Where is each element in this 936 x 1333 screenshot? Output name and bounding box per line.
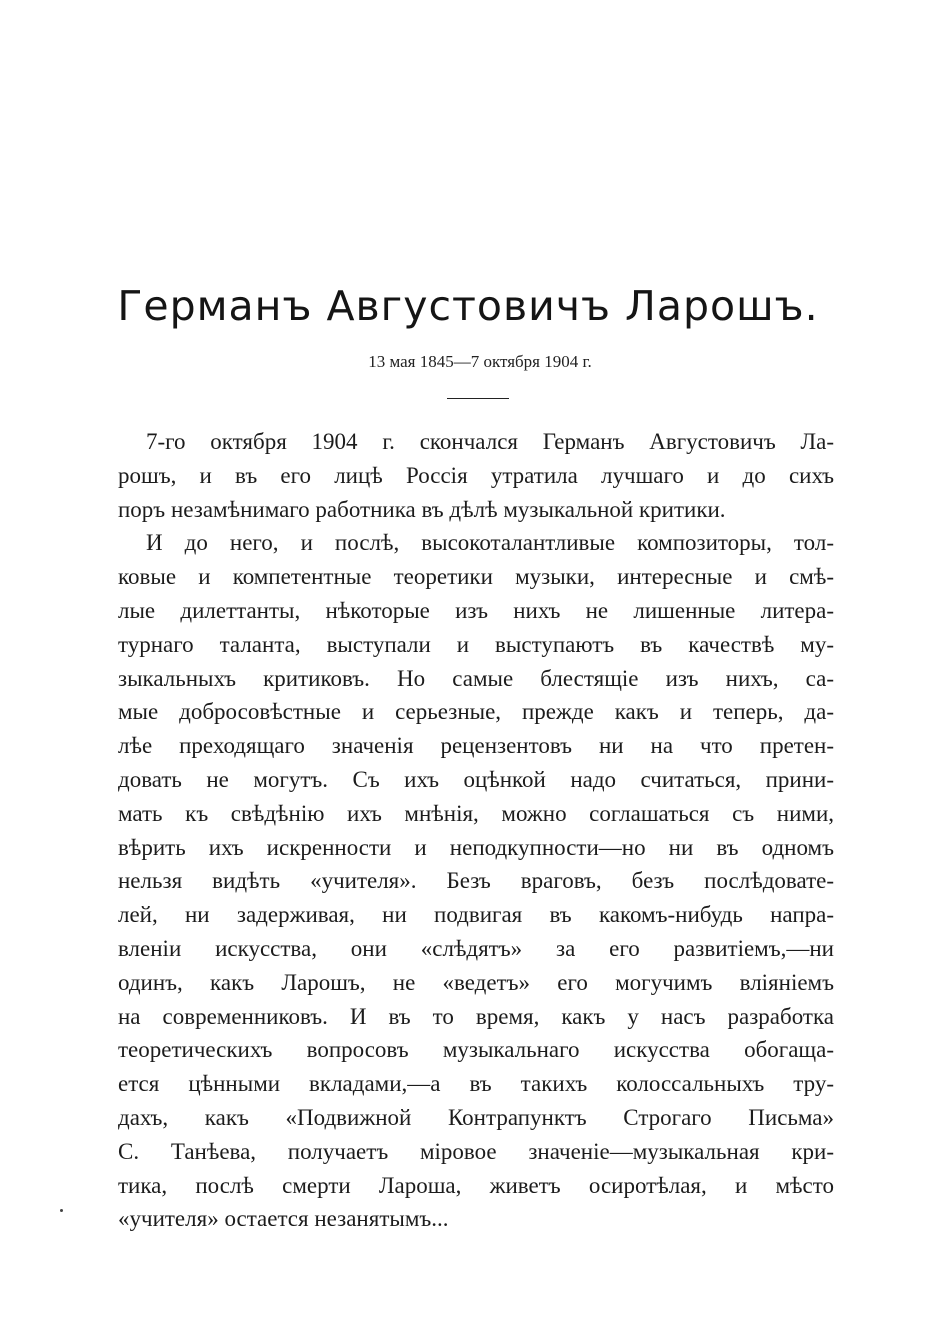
text-line: 7-го октября 1904 г. скончался Германъ Августовичъ Ла- — [146, 429, 834, 454]
text-line: нельзя видѣть «учителя». Безъ враговъ, безъ послѣдовате- — [118, 868, 834, 894]
page-title: Германъ Августовичъ Ларошъ. — [117, 282, 819, 330]
text-line: довать не могутъ. Съ ихъ оцѣнкой надо считаться, прини- — [118, 766, 834, 792]
text-line: зыкальныхъ критиковъ. Но самые блестящіе изъ нихъ, са- — [118, 665, 834, 691]
life-dates: 13 мая 1845—7 октября 1904 г. — [368, 352, 592, 371]
text-line: ется цѣнными вкладами,—а въ такихъ колоссальныхъ тру- — [118, 1071, 834, 1097]
text-line: рошъ, и въ его лицѣ Россія утратила лучшаго и до сихъ — [118, 462, 834, 488]
body-text — [118, 425, 834, 1236]
text-line: лей, ни задерживая, ни подвигая въ какомъ-нибудь напра- — [118, 902, 834, 928]
text-line: на современниковъ. И въ то время, какъ у насъ разработка — [118, 1003, 834, 1029]
text-line: вленіи искусства, они «слѣдятъ» за его развитіемъ,—ни — [118, 935, 834, 961]
text-line: лые дилеттанты, нѣкоторые изъ нихъ не лишенные литера- — [118, 597, 834, 623]
text-line: С. Танѣева, получаетъ міровое значеніе—музыкальная кри- — [118, 1138, 834, 1164]
text-line: одинъ, какъ Ларошъ, не «ведетъ» его могучимъ вліяніемъ — [118, 969, 834, 995]
text-line: И до него, и послѣ, высокоталантливые композиторы, тол- — [146, 530, 834, 556]
text-line: тика, послѣ смерти Лароша, живетъ осиротѣлая, и мѣсто — [118, 1172, 834, 1198]
text-line: мать къ свѣдѣнію ихъ мнѣнія, можно соглашаться съ ними, — [118, 800, 834, 826]
section-divider — [447, 398, 509, 399]
text-line: ковые и компетентные теоретики музыки, интересные и смѣ- — [118, 564, 834, 590]
text-line: теоретическихъ вопросовъ музыкальнаго искусства обогаща- — [118, 1037, 834, 1063]
text-line: турнаго таланта, выступали и выступаютъ въ качествѣ му- — [118, 631, 834, 657]
text-line: лѣе преходящаго значенія рецензентовъ ни на что претен- — [118, 733, 834, 759]
text-line: вѣрить ихъ искренности и неподкупности—но ни въ одномъ — [118, 834, 834, 860]
text-line: «учителя» остается незанятымъ... — [118, 1206, 449, 1232]
text-line: дахъ, какъ «Подвижной Контрапунктъ Строгаго Письма» — [118, 1104, 834, 1130]
text-line: поръ незамѣнимаго работника въ дѣлѣ музыкальной критики. — [118, 496, 726, 522]
text-line: мые добросовѣстные и серьезные, прежде какъ и теперь, да- — [118, 699, 834, 725]
paper-speck — [60, 1209, 63, 1212]
